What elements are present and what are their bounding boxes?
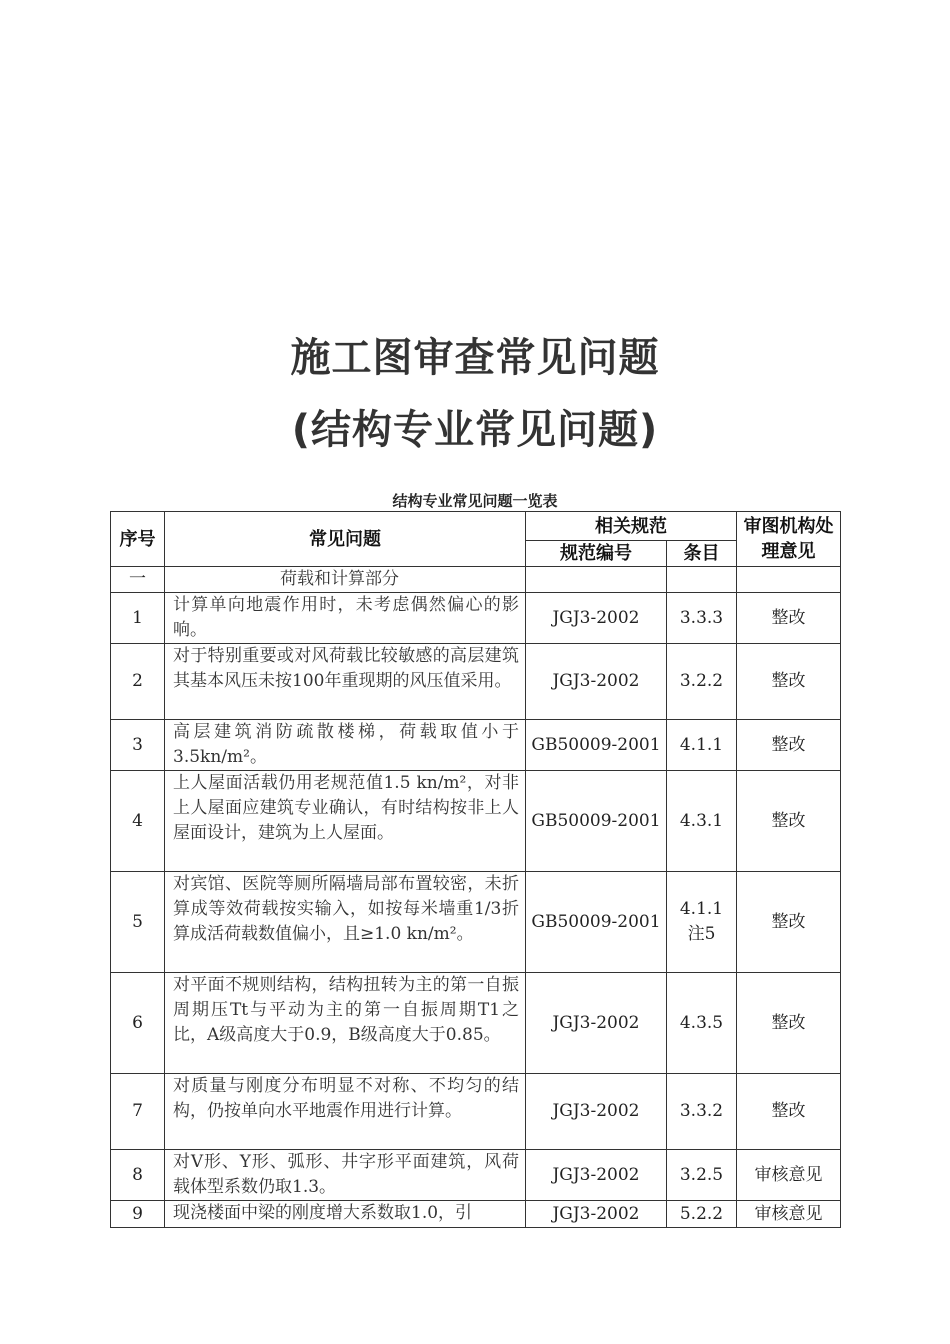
table-row	[111, 771, 841, 872]
row-clause: 4.1.1 注5	[667, 872, 737, 973]
table-caption: 结构专业常见问题一览表	[392, 492, 558, 510]
row-seq: 4	[111, 771, 165, 872]
row-seq: 8	[111, 1150, 165, 1201]
header-related-spec: 相关规范	[526, 512, 737, 541]
page-subtitle: (结构专业常见问题)	[291, 407, 659, 453]
row-seq: 9	[111, 1201, 165, 1228]
row-opinion: 审核意见	[737, 1201, 841, 1228]
row-spec-code: JGJ3-2002	[526, 1201, 667, 1228]
table-row	[111, 1201, 841, 1228]
row-issue: 对平面不规则结构，结构扭转为主的第一自振周期压Tt与平动为主的第一自振周期T1之比，A级高度大于0.9，B级高度大于0.85。	[165, 973, 526, 1074]
row-opinion: 整改	[737, 720, 841, 771]
row-issue: 对质量与刚度分布明显不对称、不均匀的结构，仍按单向水平地震作用进行计算。	[165, 1074, 526, 1150]
header-seq: 序号	[111, 512, 165, 567]
row-seq: 2	[111, 644, 165, 720]
row-issue: 计算单向地震作用时，未考虑偶然偏心的影响。	[165, 593, 526, 644]
row-clause: 3.2.2	[667, 644, 737, 720]
header-issue: 常见问题	[165, 512, 526, 567]
row-seq: 3	[111, 720, 165, 771]
row-clause: 3.2.5	[667, 1150, 737, 1201]
row-clause: 3.3.3	[667, 593, 737, 644]
table-row	[111, 720, 841, 771]
row-opinion: 整改	[737, 1074, 841, 1150]
table-row	[111, 973, 841, 1074]
row-clause: 4.3.1	[667, 771, 737, 872]
header-spec-code: 规范编号	[526, 541, 667, 567]
row-issue: 上人屋面活载仍用老规范值1.5 kn/m²，对非上人屋面应建筑专业确认，有时结构按非上人屋面设计，建筑为上人屋面。	[165, 771, 526, 872]
row-issue: 现浇楼面中梁的刚度增大系数取1.0，引	[165, 1201, 526, 1228]
row-spec-code: GB50009-2001	[526, 872, 667, 973]
row-clause: 4.1.1	[667, 720, 737, 771]
section-seq: 一	[111, 567, 165, 593]
row-issue: 对于特别重要或对风荷载比较敏感的高层建筑其基本风压未按100年重现期的风压值采用。	[165, 644, 526, 720]
row-issue: 高层建筑消防疏散楼梯，荷载取值小于3.5kn/m²。	[165, 720, 526, 771]
row-seq: 6	[111, 973, 165, 1074]
row-spec-code: GB50009-2001	[526, 771, 667, 872]
row-opinion: 整改	[737, 771, 841, 872]
table-row	[111, 1150, 841, 1201]
row-spec-code: JGJ3-2002	[526, 1074, 667, 1150]
row-spec-code: JGJ3-2002	[526, 973, 667, 1074]
row-spec-code: JGJ3-2002	[526, 593, 667, 644]
table-row	[111, 644, 841, 720]
row-seq: 5	[111, 872, 165, 973]
table-row	[111, 872, 841, 973]
issues-table	[110, 511, 841, 1228]
row-clause: 3.3.2	[667, 1074, 737, 1150]
page-title: 施工图审查常见问题	[290, 335, 660, 381]
row-opinion: 整改	[737, 973, 841, 1074]
row-issue: 对V形、Y形、弧形、井字形平面建筑，风荷载体型系数仍取1.3。	[165, 1150, 526, 1201]
row-seq: 1	[111, 593, 165, 644]
row-spec-code: JGJ3-2002	[526, 644, 667, 720]
table-row	[111, 1074, 841, 1150]
row-opinion: 整改	[737, 593, 841, 644]
row-issue: 对宾馆、医院等厕所隔墙局部布置较密，未折算成等效荷载按实输入，如按每米墙重1/3折算成活荷载数值偏小，且≥1.0 kn/m²。	[165, 872, 526, 973]
section-row	[111, 567, 841, 593]
row-clause: 4.3.5	[667, 973, 737, 1074]
row-seq: 7	[111, 1074, 165, 1150]
row-opinion: 审核意见	[737, 1150, 841, 1201]
section-title: 荷载和计算部分	[165, 567, 526, 593]
row-opinion: 整改	[737, 872, 841, 973]
row-spec-code: GB50009-2001	[526, 720, 667, 771]
row-spec-code: JGJ3-2002	[526, 1150, 667, 1201]
row-opinion: 整改	[737, 644, 841, 720]
header-clause: 条目	[667, 541, 737, 567]
header-review-opinion: 审图机构处理意见	[737, 512, 841, 567]
table-row	[111, 593, 841, 644]
row-clause: 5.2.2	[667, 1201, 737, 1228]
